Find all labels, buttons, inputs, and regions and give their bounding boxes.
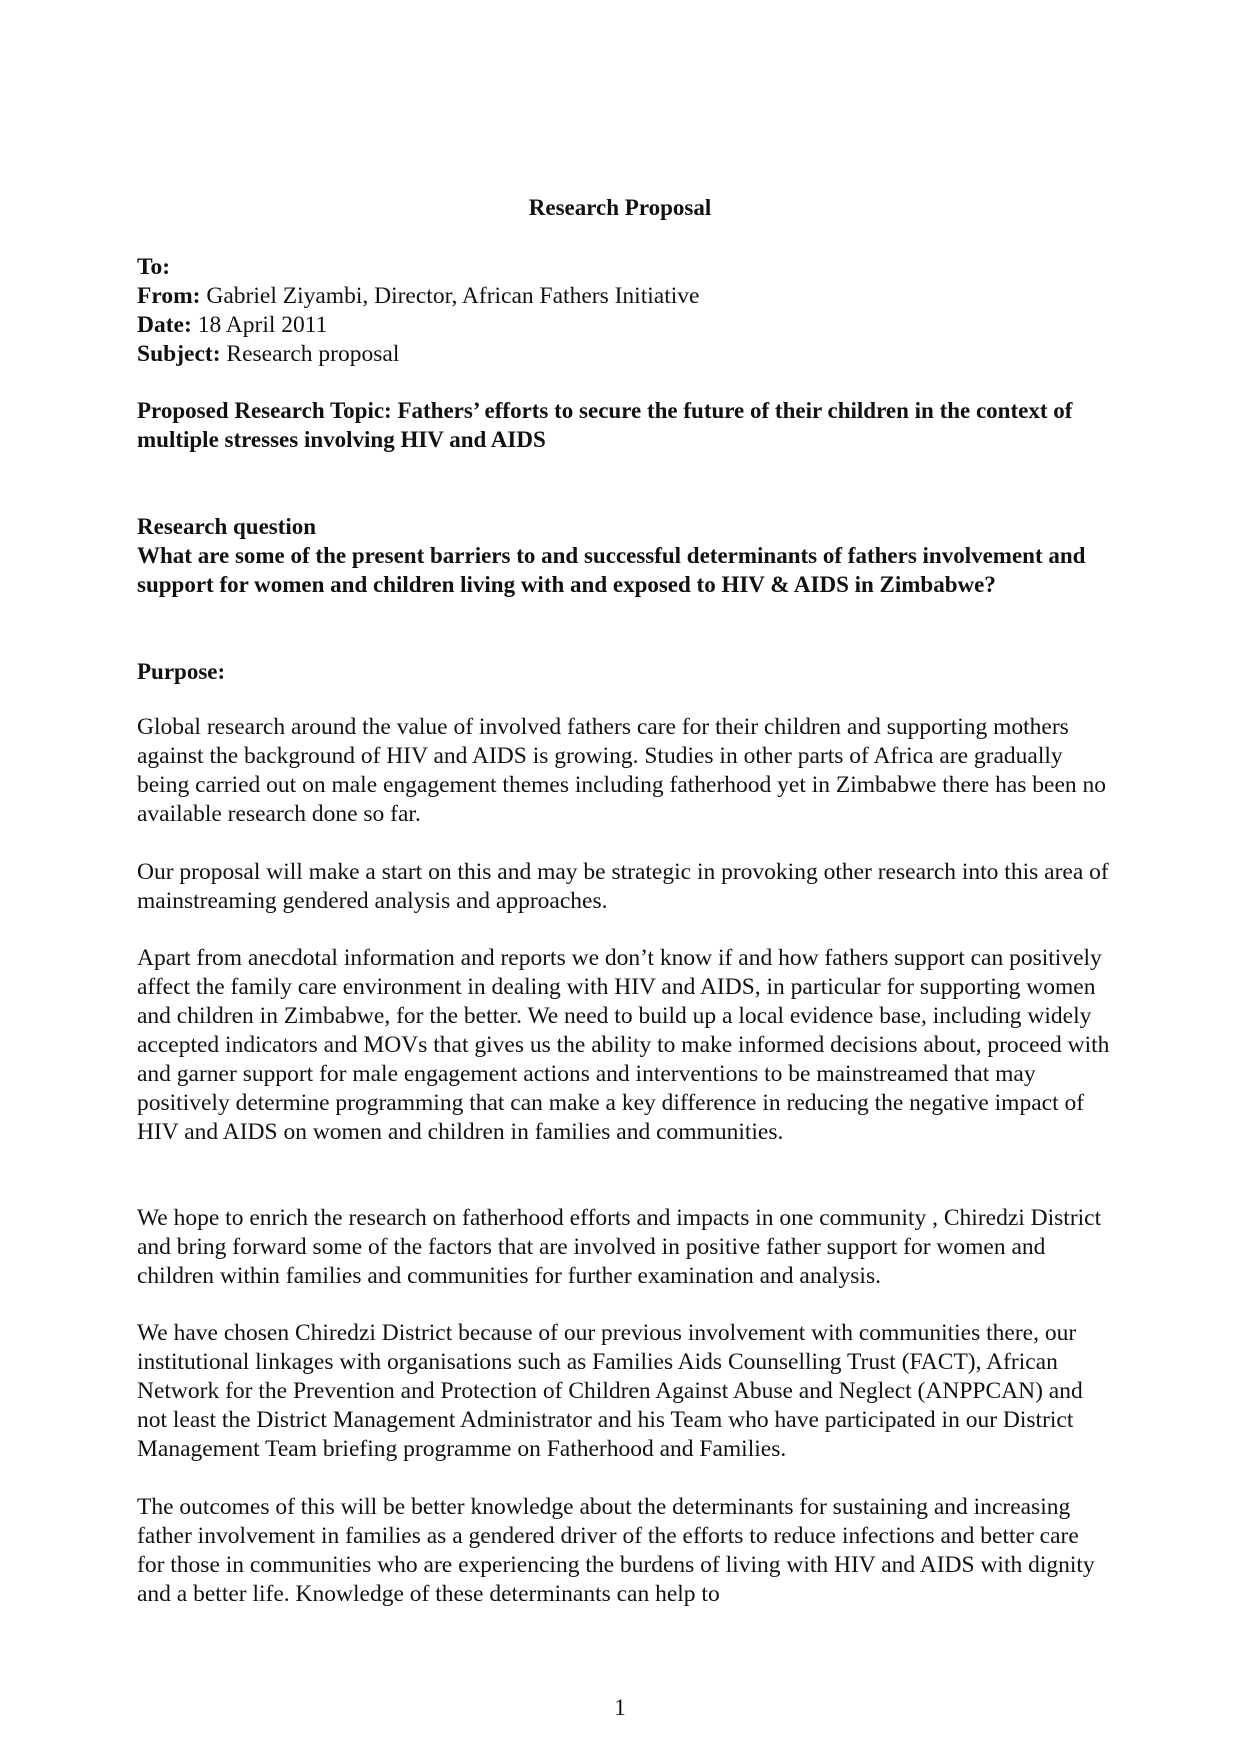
memo-to-label: To: (137, 254, 171, 280)
research-topic: Proposed Research Topic: Fathers’ efforts to secure the future of their children in the context of multiple stresses involving HIV and AIDS (137, 398, 1073, 452)
paragraph: We hope to enrich the research on fatherhood efforts and impacts in one community , Chiredzi District and bring forward some of the factors that are involved in positive father support for women and children within families and communities for further examination and analysis. (137, 1205, 1102, 1289)
memo-subject-label: Subject: (137, 341, 221, 367)
memo-from-row (137, 282, 1112, 311)
memo-header (137, 253, 1112, 369)
page-number: 1 (614, 1695, 626, 1720)
purpose-heading: Purpose: (137, 659, 226, 684)
memo-to-row (137, 253, 1112, 282)
paragraph: Global research around the value of involved fathers care for their children and supporting mothers against the background of HIV and AIDS is growing. Studies in other parts of Africa are gradually being carried out on male engagement themes including fatherhood yet in Zimbabwe there has been no available research done so far. (137, 714, 1107, 827)
document-title: Research Proposal (528, 195, 712, 220)
memo-from-label: From: (137, 283, 201, 309)
research-question-block (137, 512, 1112, 599)
memo-from-value: Gabriel Ziyambi, Director, African Fathers Initiative (200, 283, 700, 309)
memo-date-value: 18 April 2011 (191, 312, 328, 338)
paragraph: Our proposal will make a start on this and may be strategic in provoking other research into this area of mainstreaming gendered analysis and approaches. (137, 859, 1109, 914)
paragraph: We have chosen Chiredzi District because of our previous involvement with communities there, our institutional linkages with organisations such as Families Aids Counselling Trust (FACT), African Network for the Prevention and Protection of Children Against Abuse and Neglect (ANPPCAN) and not least the District Management Administrator and his Team who have participated in our District Management Team briefing programme on Fatherhood and Families. (137, 1320, 1083, 1462)
memo-subject-value: Research proposal (220, 341, 400, 367)
memo-date-row (137, 311, 1112, 340)
research-question-heading: Research question (137, 514, 317, 539)
paragraph: Apart from anecdotal information and reports we don’t know if and how fathers support can positively affect the family care environment in dealing with HIV and AIDS, in particular for supporting women and children in Zimbabwe, for the better. We need to build up a local evidence base, including widely accepted indicators and MOVs that gives us the ability to make informed decisions about, proceed with and garner support for male engagement actions and interventions to be mainstreamed that may positively determine programming that can make a key difference in reducing the negative impact of HIV and AIDS on women and children in families and communities. (137, 945, 1110, 1145)
memo-date-label: Date: (137, 312, 192, 338)
paragraph: The outcomes of this will be better knowledge about the determinants for sustaining and increasing father involvement in families as a gendered driver of the efforts to reduce infections and better care for those in communities who are experiencing the burdens of living with HIV and AIDS with dignity and a better life. Knowledge of these determinants can help to (137, 1494, 1095, 1607)
memo-subject-row (137, 340, 1112, 369)
research-question-text: What are some of the present barriers to and successful determinants of fathers involvement and support for women and children living with and exposed to HIV & AIDS in Zimbabwe? (137, 543, 1086, 597)
